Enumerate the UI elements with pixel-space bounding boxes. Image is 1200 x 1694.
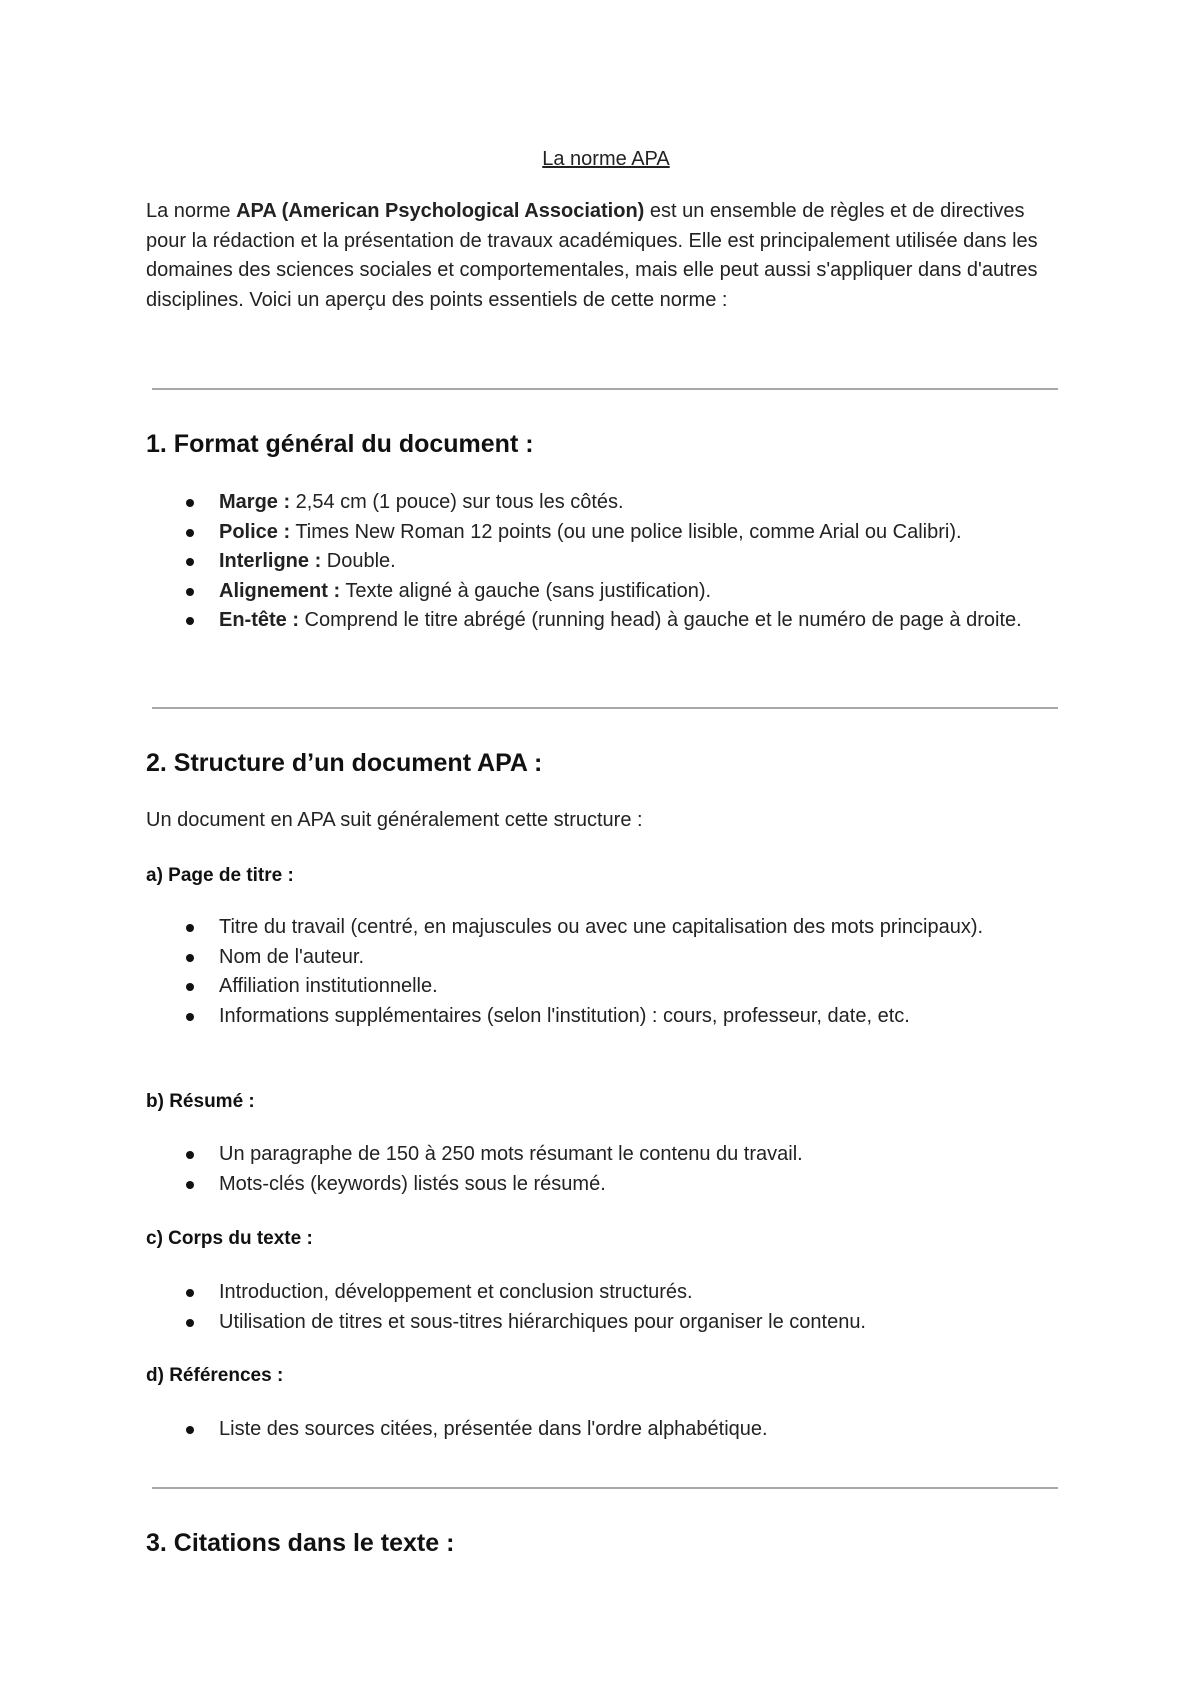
list-item (146, 488, 1066, 518)
list-item (146, 913, 1066, 943)
list-item (146, 943, 1066, 973)
intro-bold: APA (American Psychological Association) (236, 200, 645, 222)
list-item (146, 606, 1066, 636)
bullet-icon (186, 617, 194, 625)
list-item-text: Informations supplémentaires (selon l'institution) : cours, professeur, date, etc. (219, 1004, 910, 1027)
subsection-b-list (146, 1140, 1066, 1199)
bullet-icon (186, 1181, 194, 1189)
list-item-text: Mots-clés (keywords) listés sous le résumé. (219, 1172, 606, 1195)
list-item-text: Comprend le titre abrégé (running head) à gauche et le numéro de page à droite. (299, 609, 1022, 631)
list-item-text: Affiliation institutionnelle. (219, 975, 438, 997)
section-2-intro: Un document en APA suit généralement cette structure : (146, 809, 643, 831)
bullet-icon (186, 1289, 194, 1297)
list-item-label: Interligne : (219, 550, 322, 572)
bullet-icon (186, 983, 194, 991)
intro-post: est un ensemble de règles et de directives pour la rédaction et la présentation de travaux académiques. Elle est principalement utilisée dans les domaines des sciences sociales et comportementales, mais elle peut aussi s'appliquer dans d'autres disciplines. Voici un aperçu des points essentiels de cette norme : (146, 200, 1038, 311)
document-title (146, 145, 1066, 173)
horizontal-rule (152, 707, 1058, 709)
section-3-heading: 3. Citations dans le texte : (146, 1529, 455, 1557)
list-item-text: Liste des sources citées, présentée dans l'ordre alphabétique. (219, 1418, 768, 1440)
list-item (146, 972, 1066, 1002)
list-item (146, 518, 1066, 548)
list-item-text: Utilisation de titres et sous-titres hiérarchiques pour organiser le contenu. (219, 1310, 866, 1333)
bullet-icon (186, 499, 194, 507)
bullet-icon (186, 954, 194, 962)
list-item (146, 1415, 1066, 1445)
section-1-list (146, 488, 1066, 636)
intro-pre: La norme (146, 200, 237, 222)
subsection-b-heading: b) Résumé : (146, 1091, 255, 1112)
list-item (146, 547, 1066, 577)
section-2-heading: 2. Structure d’un document APA : (146, 749, 543, 777)
section-1-heading: 1. Format général du document : (146, 430, 534, 458)
bullet-icon (186, 1013, 194, 1021)
list-item-label: Police : (219, 520, 291, 543)
bullet-icon (186, 1151, 194, 1159)
list-item (146, 1278, 1066, 1308)
list-item-text: Titre du travail (centré, en majuscules ou avec une capitalisation des mots principaux). (219, 916, 984, 938)
list-item-label: En-tête : (219, 609, 299, 631)
bullet-icon (186, 924, 194, 932)
subsection-a-list (146, 913, 1066, 1031)
subsection-c-heading: c) Corps du texte : (146, 1228, 313, 1249)
bullet-icon (186, 588, 194, 596)
intro-paragraph (146, 197, 1066, 315)
list-item-text: Nom de l'auteur. (219, 945, 365, 968)
list-item-text: Texte aligné à gauche (sans justification). (340, 579, 712, 602)
subsection-d-heading: d) Références : (146, 1365, 284, 1386)
list-item-text: 2,54 cm (1 pouce) sur tous les côtés. (290, 491, 624, 513)
bullet-icon (186, 529, 194, 537)
horizontal-rule (152, 388, 1058, 390)
list-item (146, 577, 1066, 607)
bullet-icon (186, 558, 194, 566)
bullet-icon (186, 1426, 194, 1434)
list-item (146, 1140, 1066, 1170)
list-item-text: Double. (321, 550, 396, 572)
subsection-c-list (146, 1278, 1066, 1337)
document-title-text: La norme APA (542, 148, 670, 170)
list-item-text: Un paragraphe de 150 à 250 mots résumant le contenu du travail. (219, 1143, 803, 1165)
bullet-icon (186, 1319, 194, 1327)
list-item-label: Marge : (219, 491, 291, 513)
horizontal-rule (152, 1487, 1058, 1489)
list-item-text: Times New Roman 12 points (ou une police lisible, comme Arial ou Calibri). (290, 520, 962, 543)
subsection-d-list (146, 1415, 1066, 1445)
list-item (146, 1308, 1066, 1338)
list-item-text: Introduction, développement et conclusion structurés. (219, 1281, 693, 1303)
list-item (146, 1002, 1066, 1032)
subsection-a-heading: a) Page de titre : (146, 865, 294, 886)
list-item-label: Alignement : (219, 579, 341, 602)
list-item (146, 1170, 1066, 1200)
